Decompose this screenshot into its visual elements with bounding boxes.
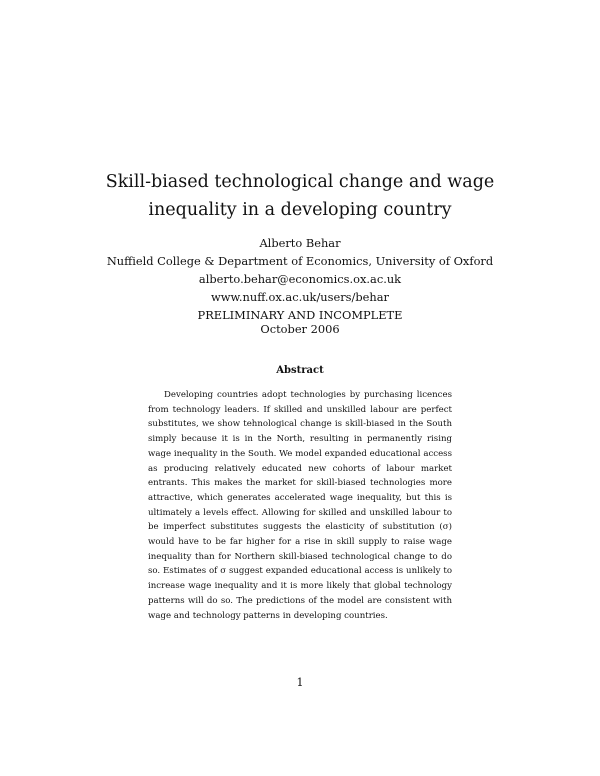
author-name: Alberto Behar	[259, 236, 341, 250]
paper-title	[100, 168, 500, 224]
paper-title-line-2: inequality in a developing country	[148, 200, 452, 220]
paper-title-line-1: Skill-biased technological change and wage	[105, 172, 495, 192]
author-affiliation: Nuffield College & Department of Economics, University of Oxford	[106, 254, 494, 268]
paper-status: PRELIMINARY AND INCOMPLETE	[197, 308, 403, 322]
abstract-text: Developing countries adopt technologies by purchasing licences from technology leaders. If skilled and unskilled labour are perfect substitutes, we show tehnological change is skill-biased in the South simply because it is in the North, resulting in permanently rising wage inequality in the South. We model expanded educational access as producing relatively educated new cohorts of labour market entrants. This makes the market for skill-biased technologies more attractive, which generates accelerated wage inequality, but this is ultimately a levels effect. Allowing for skilled and unskilled labour to be imperfect substitutes suggests the elasticity of substitution (σ) would have to be far higher for a rise in skill supply to raise wage inequality than for Northern skill-biased technological change to do so. Estimates of σ suggest expanded educational access is unlikely to increase wage inequality and it is more likely that global technology patterns will do so. The predictions of the model are consistent with wage and technology patterns in developing countries.	[148, 390, 452, 621]
page-number: 1	[296, 676, 304, 689]
paper-date: October 2006	[260, 322, 340, 336]
author-email: alberto.behar@economics.ox.ac.uk	[198, 272, 402, 286]
author-website: www.nuff.ox.ac.uk/users/behar	[211, 290, 389, 304]
author-block	[60, 234, 540, 324]
abstract-heading: Abstract	[276, 365, 324, 376]
